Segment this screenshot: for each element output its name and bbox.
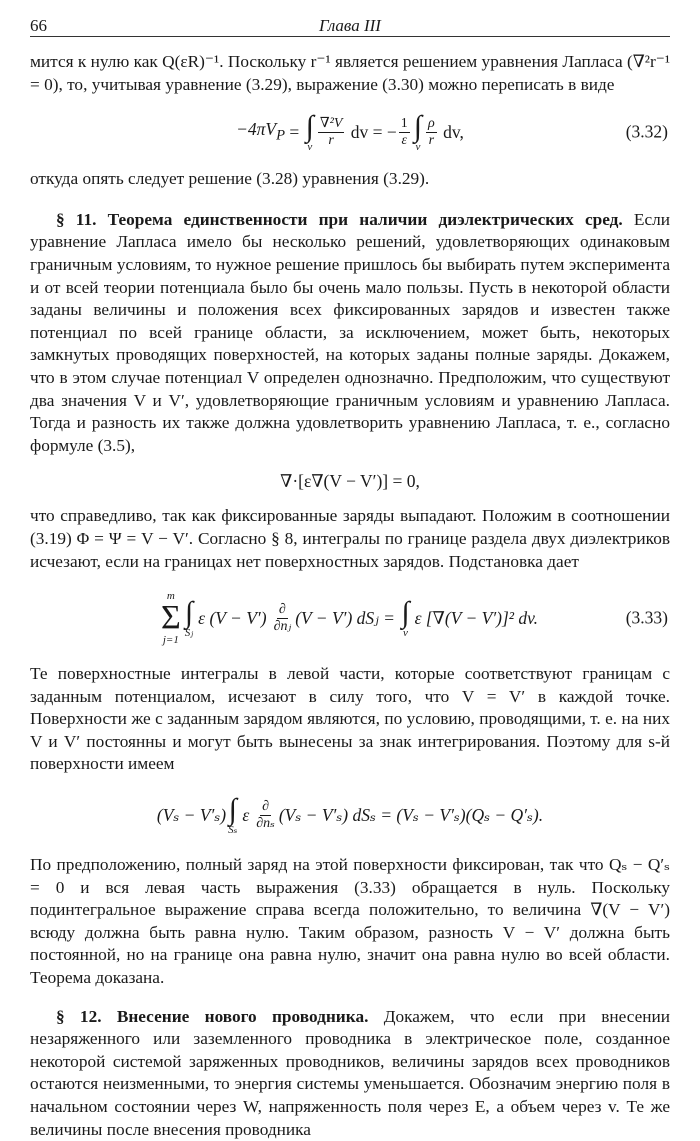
eq333-body-1: ε (V − V′) [198, 607, 267, 628]
eq332-integral-1: ∫ v [305, 109, 314, 153]
paragraph-1: мится к нулю как Q(εR)⁻¹. Поскольку r⁻¹ является решением уравнения Лапласа (∇²r⁻¹ = 0), то, учитывая уравнение (3.29), выражение (3.30) можно переписать в виде [30, 52, 670, 94]
eq332-end: dv, [438, 121, 464, 142]
section-11-body: Если уравнение Лапласа имело бы несколько решений, удовлетворяющих одинаковым граничным условиям, то нужное решение пришлось бы выбирать путем эксперимента и от всей теории потенциала было бы очень мало пользы. Пусть в некоторой области заданы величины и положения всех фиксированных зарядов и известен также потенциал по всей границе области, за исключением, может быть, некоторых замкнутых проводящих поверхностей, на которых заданы полные заряды. Докажем, что в этом случае потенциал V определен однозначно. Предположим, что существуют два значения V и V′, удовлетворяющие граничным условиям и уравнению Лапласа. Тогда и разность их также должна удовлетворить уравнению Лапласа, т. е., согласно формуле (3.5), [30, 209, 671, 455]
chapter-title: Глава III [319, 16, 381, 35]
paragraph-2: откуда опять следует решение (3.28) уравнения (3.29). [30, 169, 430, 189]
eq332-middle: dv = − [346, 121, 397, 142]
equation-3-32 [30, 100, 670, 164]
eqs-derivative: $\frac{\partial}{\text{∂nₛ}}$ [256, 798, 275, 831]
eq332-fraction-3: $\frac{\rho}{r}$ [428, 115, 435, 148]
eq333-integral-2: ∫ v [401, 595, 410, 639]
laplace-expression: ∇·[ε∇(V − V′)] = 0, [280, 470, 420, 491]
eq332-equals: = [285, 121, 304, 142]
eq332-integral-2: ∫ v [413, 109, 423, 153]
section-11-title: § 11. Теорема единственности при наличии диэлектрических сред. [56, 209, 623, 229]
section-11 [30, 209, 670, 458]
equation-3-33 [30, 577, 670, 659]
eq332-fraction-1: $\frac{\text{∇²V}}{r}$ [319, 115, 343, 148]
equation-laplace [30, 461, 670, 501]
eq332-left-sub: P [276, 127, 286, 144]
equation-number-3-33: (3.33) [625, 607, 668, 628]
section-12-title: § 12. Внесение нового проводника. [56, 1006, 369, 1026]
eqs-epsilon: ε [242, 804, 250, 825]
page [30, 14, 670, 1141]
section-12 [30, 1006, 670, 1141]
eqs-body: (Vₛ − V′ₛ) dSₛ = (Vₛ − V′ₛ)(Qₛ − Q′ₛ). [278, 804, 544, 825]
eq333-body-3: ε [∇(V − V′)]² dv. [414, 607, 539, 628]
eq333-derivative: $\frac{\partial}{\text{∂nⱼ}}$ [273, 601, 292, 634]
eq333-integral-1: ∫ Sⱼ [184, 595, 194, 639]
paragraph-4: что справедливо, так как фиксированные заряды выпадают. Положим в соотношении (3.19) Φ = Ψ = V − V′. Согласно § 8, интегралы по границе раздела двух диэлектриков исчезают, если на границах нет поверхностных зарядов. Подстановка дает [30, 506, 670, 571]
eqs-prefactor: (Vₛ − V′ₛ) [156, 804, 227, 825]
eq333-sum: m Σ j=1 [160, 590, 181, 647]
paragraph-5: Те поверхностные интегралы в левой части, которые соответствуют границам с заданным потенциалом, исчезают в силу того, что V = V′ в каждой точке. Поверхности же с заданным зарядом являются, по условию, проводящими, т. е. на них V и V′ постоянны и могут быть вынесены за знак интегрирования. Поэтому для s-й поверхности имеем [30, 664, 670, 774]
eq333-body-2: (V − V′) dSⱼ = [295, 607, 400, 628]
equation-number-3-32: (3.32) [625, 121, 668, 142]
eqs-integral: ∫ Sₛ [228, 792, 238, 836]
page-header [30, 14, 670, 37]
paragraph-6: По предположению, полный заряд на этой поверхности фиксирован, так что Qₛ − Q′ₛ = 0 и вся левая часть выражения (3.33) обращается в нуль. Поскольку подинтегральное выражение справа всегда положительно, то величина ∇(V − V′) всюду должна быть равна нулю. Таким образом, разность V − V′ должна быть постоянной, но на границе она равна нулю, значит она равна нулю во всей области. Теорема доказана. [30, 855, 670, 988]
page-number: 66 [30, 16, 47, 35]
equation-surface-s [30, 780, 670, 850]
eq332-left: −4πV [236, 119, 277, 140]
section-12-body: Докажем, что если при внесении незаряженного или заземленного проводника в электрическое поле, созданное некоторой системой заряженных проводников, величины зарядов всех проводников остаются неизменными, то энергия системы уменьшается. Обозначим энергию поля в начальном состоянии через W, напряженность поля через E, а объем через v. Те же величины после внесения проводника [30, 1006, 670, 1139]
eq332-fraction-2: $\frac{1}{\varepsilon}$ [400, 115, 408, 148]
